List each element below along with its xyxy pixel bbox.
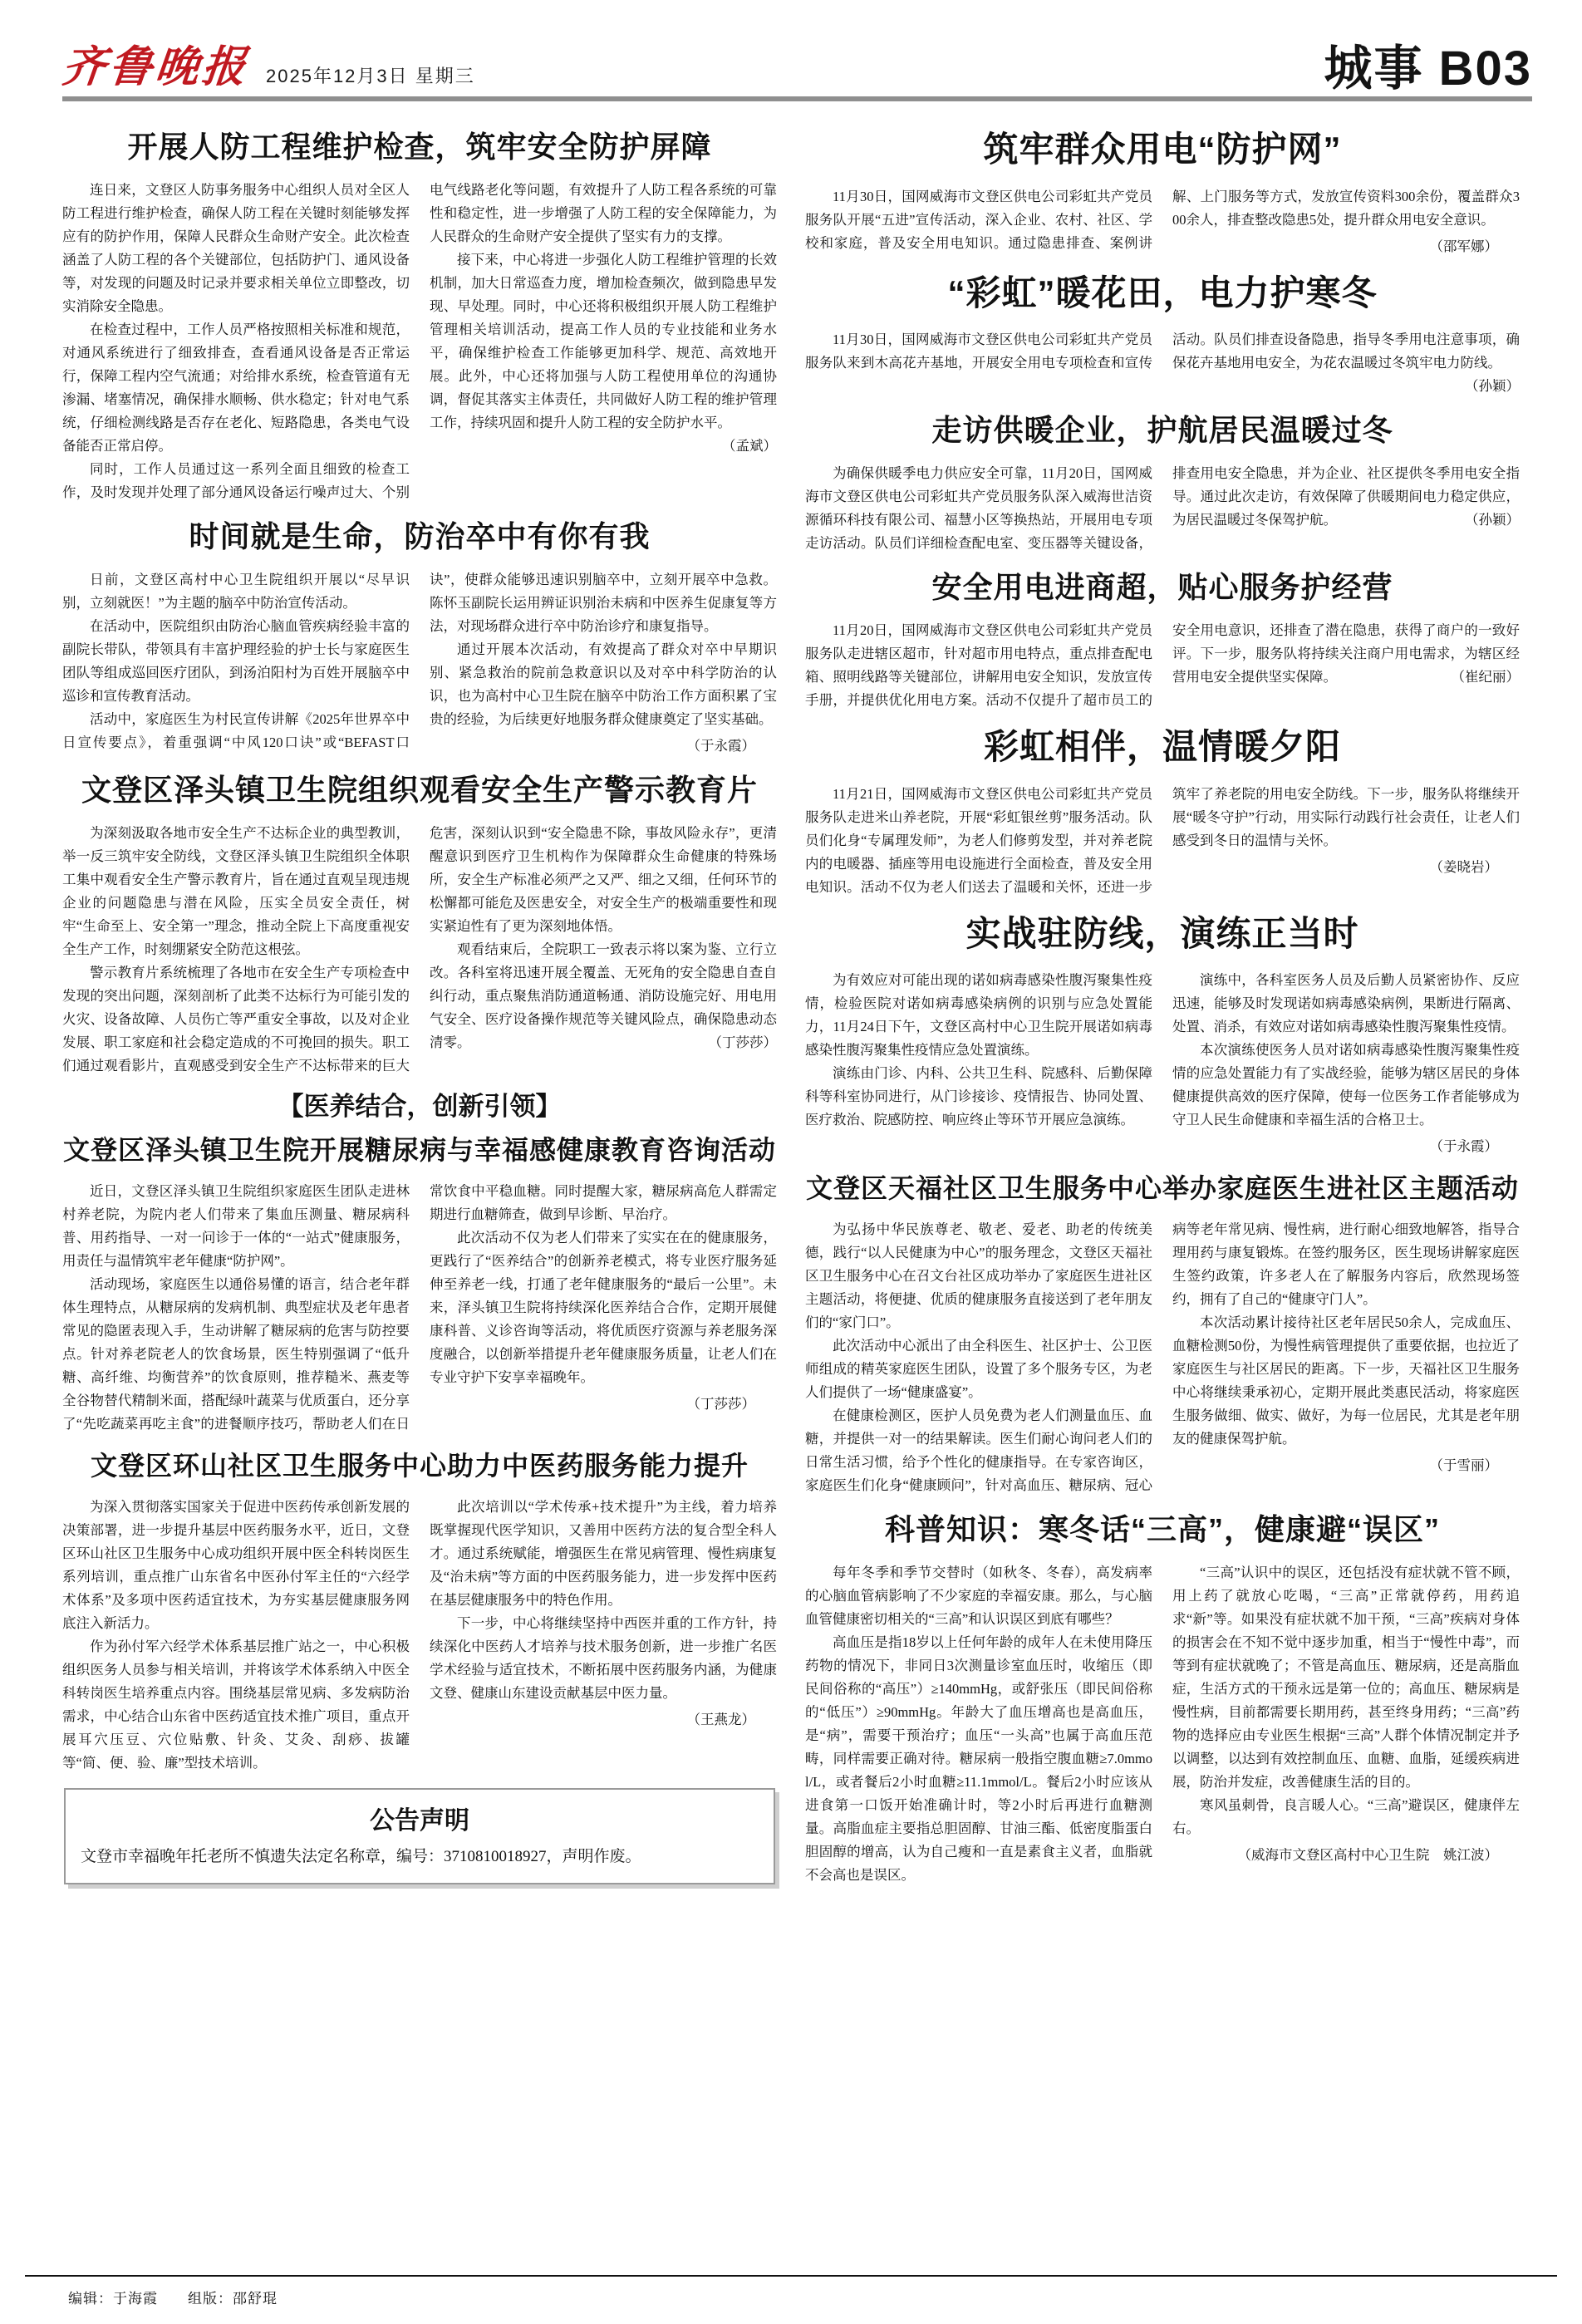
- article-title: 实战驻防线，演练正当时: [965, 913, 1359, 953]
- article-paragraph: 日前，文登区高村中心卫生院组织开展以“尽早识别，立刻就医！”为主题的脑卒中防治宣传活动。: [62, 572, 410, 611]
- article-paragraph: 接下来，中心将进一步强化人防工程维护管理的长效机制，加大日常巡查力度，增加检查频次，做到隐患早发现、早处理。同时，中心还将积极组织开展人防工程维护管理相关培训活动，提高工作人员的专业技能和业务水平，确保维护检查工作能够更加科学、规范、高效地开展。此外，中心还将加强与人防工程使用单位的沟通协调，督促其落实主体责任，共同做好人防工程的维护管理工作，持续巩固和提升人防工程的安全防护水平。 （孟斌）: [430, 248, 777, 435]
- article-paragraph: 每年冬季和季节交替时（如秋冬、冬春），高发病率的心脑血管病影响了不少家庭的幸福安康。那么，与心脑血管健康密切相关的“三高”和认识误区到底有哪些？: [805, 1565, 1152, 1627]
- right-article-8: [805, 1511, 1520, 1887]
- notice-title: 公告声明: [370, 1807, 469, 1835]
- article-paragraph: 警示教育片系统梳理了各地市在安全生产专项检查中发现的突出问题，深刻剖析了此类不达标行为可能引发的火灾、设备故障、人员伤亡等严重安全事故，以及对企业发展、职工家庭和社会稳定造成的不可挽回的损失。职工们通过观看影片，直观感受到安全生产不达标带来的巨大危害，深刻认识到“安全隐患不除，事故风险永存”，更清醒意识到医疗卫生机构作为保障群众生命健康的特殊场所，安全生产标准必须严之又严、细之又细，任何环节的松懈都可能危及医患安全，对安全生产的极端重要性和现实紧迫性有了更为深刻地体悟。: [62, 825, 777, 1074]
- right-article-2: [805, 272, 1520, 399]
- article-body: [62, 1496, 777, 1775]
- page-content: [62, 116, 1520, 1900]
- notice-box: [64, 1788, 775, 1884]
- article-byline: （于雪丽）: [1429, 1457, 1498, 1473]
- article-title: 文登区泽头镇卫生院组织观看安全生产警示教育片: [81, 773, 758, 807]
- article-byline: （孟斌）: [722, 438, 777, 454]
- article-body: [62, 1180, 777, 1436]
- article-paragraph: 此次活动中心派出了由全科医生、社区护士、公卫医师组成的精英家庭医生团队，设置了多个服务专区，为老人们提供了一场“健康盛宴”。: [805, 1338, 1152, 1400]
- article-byline: （邵军娜）: [1429, 238, 1498, 254]
- article-body: [62, 822, 777, 1078]
- article-byline: （孙颖）: [1465, 512, 1520, 528]
- article-title: 筑牢群众用电“防护网”: [983, 130, 1342, 169]
- article-paragraph: “三高”认识中的误区，还包括没有症状就不管不顾，用上药了就放心吃喝，“三高”正常就停药，用药追求“新”等。如果没有症状就不加干预，“三高”疾病对身体的损害会在不知不觉中逐步加重，相当于“慢性中毒”，而等到有症状就晚了；不管是高血压、糖尿病，还是高脂血症，生活方式的干预永远是第一位的；高血压、糖尿病是慢性病，目前都需要长期用药，甚至终身用药；“三高”药物的选择应由专业医生根据“三高”人群个体情况制定并予以调整，以达到有效控制血压、血糖、血脂，延缓疾病进展，防治并发症，改善健康生活的目的。: [1172, 1565, 1520, 1790]
- article-paragraph: 寒风虽刺骨，良言暖人心。“三高”避误区，健康伴左右。: [1172, 1797, 1520, 1836]
- section-title: [1324, 42, 1532, 96]
- article-paragraph: 本次活动累计接待社区老年居民50余人，完成血压、血糖检测50份，为慢性病管理提供了重要依据，也拉近了家庭医生与社区居民的距离。下一步，天福社区卫生服务中心将继续秉承初心，定期开展此类惠民活动，将家庭医生服务做细、做实、做好，为每一位居民，尤其是老年朋友的健康保驾护航。: [1172, 1314, 1520, 1447]
- article-paragraph: 本次演练使医务人员对诺如病毒感染性腹泻聚集性疫情的应急处置能力有了实战经验，能够为辖区居民的身体健康提供高效的医疗保障，使每一位医务工作者能够成为守卫人民生命健康和幸福生活的合格卫士。: [1172, 1042, 1520, 1128]
- article-paragraph: 高血压是指18岁以上任何年龄的成年人在未使用降压药物的情况下，非同日3次测量诊室血压时，收缩压（即民间俗称的“高压”）≥140mmHg，或舒张压（即民间俗称的“低压”）≥90mmHg。年龄大了血压增高也是高血压，是“病”，需要干预治疗；血压“一头高”也属于高血压范畴，同样需要正确对待。糖尿病一般指空腹血糖≥7.0mmol/L，或者餐后2小时血糖≥11.1mmol/L。餐后2小时应该从进食第一口饭开始准确计时，等2小时后再进行血糖测量。高脂血症主要指总胆固醇、甘油三酯、低密度脂蛋白胆固醇的增高，认为自己瘦和一直是素食主义者，血脂就不会高也是误区。: [805, 1634, 1152, 1883]
- article-body: [805, 1561, 1520, 1887]
- article-paragraph: 在健康检测区，医护人员免费为老人们测量血压、血糖，并提供一对一的结果解读。医生们耐心询问老人们的日常生活习惯，给予个性化的健康指导。在专家咨询区，家庭医生们化身“健康顾问”，针对高血压、糖尿病、冠心病等老年常见病、慢性病，进行耐心细致地解答，指导合理用药与康复锻炼。在签约服务区，医生现场讲解家庭医生签约政策，许多老人在了解服务内容后，欣然现场签约，拥有了自己的“健康守门人”。: [805, 1221, 1520, 1493]
- right-column: [805, 116, 1520, 1900]
- notice-body: 文登市幸福晚年托老所不慎遗失法定名称章，编号：3710810018927，声明作废。: [81, 1848, 641, 1866]
- article-body: [805, 462, 1520, 555]
- left-article-5: [62, 1449, 777, 1775]
- article-body: [805, 185, 1520, 258]
- article-title: 文登区环山社区卫生服务中心助力中医药服务能力提升: [90, 1451, 749, 1481]
- article-paragraph: 连日来，文登区人防事务服务中心组织人员对全区人防工程进行维护检查，确保人防工程在关键时刻能够发挥应有的防护作用，保障人民群众生命财产安全。此次检查涵盖了人防工程的各个关键部位，包括防护门、通风设备等，对发现的问题及时记录并要求相关单位立即整改，切实消除安全隐患。: [62, 182, 410, 314]
- article-body: [805, 969, 1520, 1158]
- article-title: 走访供暖企业，护航居民温暖过冬: [931, 413, 1393, 447]
- article-body: [62, 179, 777, 504]
- article-title: 文登区天福社区卫生服务中心举办家庭医生进社区主题活动: [805, 1173, 1519, 1203]
- article-paragraph: 11月20日，国网威海市文登区供电公司彩虹共产党员服务队走进辖区超市，针对超市用电特点，重点排查配电箱、照明线路等关键部位，讲解用电安全知识，发放宣传手册，并提供优化用电方案。活动不仅提升了超市员工的安全用电意识，还排查了潜在隐患，获得了商户的一致好评。下一步，服务队将持续关注商户用电需求，为辖区经营用电安全提供坚实保障。 （崔纪丽）: [805, 622, 1520, 708]
- footer-rule: [25, 2275, 1557, 2277]
- article-paragraph: 为有效应对可能出现的诺如病毒感染性腹泻聚集性疫情，检验医院对诺如病毒感染病例的识别与应急处置能力，11月24日下午，文登区高村中心卫生院开展诺如病毒感染性腹泻聚集性疫情应急处置演练。: [805, 972, 1152, 1058]
- right-article-7: [805, 1172, 1520, 1497]
- editor-credit: 编辑：于海霞 组版：邵舒琨: [68, 2291, 278, 2307]
- article-paragraph: 此次培训以“学术传承+技术提升”为主线，着力培养既掌握现代医学知识，又善用中医药方法的复合型全科人才。通过系统赋能，增强医生在常见病管理、慢性病康复及“治未病”等方面的中医药服务能力，进一步发挥中医药在基层健康服务中的特色作用。: [430, 1499, 777, 1609]
- header-rule: [62, 96, 1532, 101]
- right-article-4: [805, 568, 1520, 712]
- article-paragraph: 为深入贯彻落实国家关于促进中医药传承创新发展的决策部署，进一步提升基层中医药服务水平，近日，文登区环山社区卫生服务中心成功组织开展中医全科转岗医生系列培训，重点推广山东省名中医孙付军主任的“六经学术体系”及多项中医药适宜技术，为夯实基层健康服务网底注入新活力。: [62, 1499, 410, 1632]
- left-column: [62, 116, 777, 1900]
- article-title: 科普知识：寒冬话“三高”，健康避“误区”: [884, 1512, 1440, 1546]
- left-article-2: [62, 518, 777, 758]
- article-title: “彩虹”暖花田，电力护寒冬: [947, 273, 1378, 312]
- article-byline: （王燕龙）: [686, 1712, 755, 1728]
- article-kicker: 【医养结合，创新引领】: [278, 1092, 562, 1121]
- masthead-logo: 齐鲁晚报: [60, 44, 252, 91]
- article-paragraph: 11月21日，国网威海市文登区供电公司彩虹共产党员服务队走进米山养老院，开展“彩虹银丝剪”服务活动。队员们化身“专属理发师”，为老人们修剪发型，并对养老院内的电暖器、插座等用电设施进行全面检查，普及安全用电知识。活动不仅为老人们送去了温暖和关怀，还进一步筑牢了养老院的用电安全防线。下一步，服务队将继续开展“暖冬守护”行动，用实际行动践行社会责任，让老人们感受到冬日的温情与关怀。: [805, 785, 1520, 895]
- article-title: 开展人防工程维护检查，筑牢安全防护屏障: [127, 130, 712, 164]
- article-byline: （于永霞）: [1429, 1138, 1498, 1154]
- page-header: [62, 18, 1532, 95]
- article-paragraph: 11月30日，国网威海市文登区供电公司彩虹共产党员服务队开展“五进”宣传活动，深入企业、农村、社区、学校和家庭，普及安全用电知识。通过隐患排查、案例讲解、上门服务等方式，发放宣传资料300余份，覆盖群众300余人，排查整改隐患5处，提升群众用电安全意识。: [805, 188, 1520, 251]
- article-paragraph: 在活动中，医院组织由防治心脑血管疾病经验丰富的副院长带队，带领具有丰富护理经验的护士长与家庭医生团队等组成巡回医疗团队，到汤泊阳村为百姓开展脑卒中巡诊和宣传教育活动。: [62, 618, 410, 704]
- article-paragraph: 为弘扬中华民族尊老、敬老、爱老、助老的传统美德，践行“以人民健康为中心”的服务理念，文登区天福社区卫生服务中心在召文台社区成功举办了家庭医生进社区主题活动，将便捷、优质的健康服务直接送到了老年朋友们的“家门口”。: [805, 1221, 1152, 1330]
- article-body: [805, 1218, 1520, 1497]
- article-paragraph: 活动现场，家庭医生以通俗易懂的语言，结合老年群体生理特点，从糖尿病的发病机制、典型症状及老年患者常见的隐匿表现入手，生动讲解了糖尿病的危害与防控要点。针对养老院老人的饮食场景，医生特别强调了“低升糖、高纤维、均衡营养”的饮食原则，推荐糙米、燕麦等全谷物替代精制米面，搭配绿叶蔬菜与优质蛋白，还分享了“先吃蔬菜再吃主食”的进餐顺序技巧，帮助老人们在日常饮食中平稳血糖。同时提醒大家，糖尿病高危人群需定期进行血糖筛查，做到早诊断、早治疗。: [62, 1183, 777, 1432]
- left-article-1: [62, 128, 777, 504]
- article-byline: （姜晓岩）: [1429, 858, 1498, 875]
- article-paragraph: 在检查过程中，工作人员严格按照相关标准和规范，对通风系统进行了细致排查，查看通风设备是否正常运行，保障工程内空气流通；对给排水系统，检查管道有无渗漏、堵塞情况，确保排水顺畅、供水稳定；针对电气系统，仔细检测线路是否存在老化、短路隐患，各类电气设备能否正常启停。: [62, 322, 410, 454]
- article-paragraph: 观看结束后，全院职工一致表示将以案为鉴、立行立改。各科室将迅速开展全覆盖、无死角的安全隐患自查自纠行动，重点聚焦消防通道畅通、消防设施完好、用电用气安全、医疗设备操作规范等关键风险点，确保隐患动态清零。 （丁莎莎）: [430, 938, 777, 1054]
- article-paragraph: 作为孙付军六经学术体系基层推广站之一，中心积极组织医务人员参与相关培训，并将该学术体系纳入中医全科转岗医生培养重点内容。围绕基层常见病、多发病防治需求，中心结合山东省中医药适宜技术推广项目，重点开展耳穴压豆、穴位贴敷、针灸、艾灸、刮痧、拔罐等“简、便、验、廉”型技术培训。: [62, 1639, 410, 1771]
- section-name: 城事: [1324, 42, 1424, 96]
- article-title: 彩虹相伴，温情暖夕阳: [983, 727, 1341, 766]
- article-body: [805, 328, 1520, 398]
- article-paragraph: 演练由门诊、内科、公共卫生科、院感科、后勤保障科等科室协同进行，从门诊接诊、疫情报告、协同处置、医疗救治、院感防控、响应终止等环节开展应急演练。: [805, 1065, 1152, 1128]
- article-body: [62, 568, 777, 758]
- page-number: B03: [1438, 42, 1532, 96]
- article-paragraph: 同时，工作人员通过这一系列全面且细致的检查工作，及时发现并处理了部分通风设备运行噪声过大、个别电气线路老化等问题，有效提升了人防工程各系统的可靠性和稳定性，进一步增强了人防工程的安全保障能力，为人民群众的生命财产安全提供了坚实有力的支撑。: [62, 182, 777, 500]
- left-article-4: [62, 1091, 777, 1436]
- left-article-3: [62, 771, 777, 1078]
- article-paragraph: 活动中，家庭医生为村民宣传讲解《2025年世界卒中日宣传要点》，着重强调“中风120口诀”或“BEFAST口诀”，使群众能够迅速识别脑卒中，立刻开展卒中急救。陈怀玉副院长运用辨证识别治未病和中医养生促康复等方法，对现场群众进行卒中防治诊疗和康复指导。: [62, 572, 777, 750]
- right-article-5: [805, 725, 1520, 899]
- article-byline: （崔纪丽）: [1451, 669, 1520, 685]
- right-article-3: [805, 411, 1520, 555]
- issue-date: 2025年12月3日 星期三: [266, 66, 475, 86]
- article-paragraph: 演练中，各科室医务人员及后勤人员紧密协作、反应迅速，能够及时发现诺如病毒感染病例，果断进行隔离、处置、消杀，有效应对诺如病毒感染性腹泻聚集性疫情。: [1172, 972, 1520, 1034]
- article-byline: （威海市文登区高村中心卫生院 姚江波）: [1237, 1847, 1498, 1863]
- article-paragraph: 下一步，中心将继续坚持中西医并重的工作方针，持续深化中医药人才培养与技术服务创新，进一步推广名医学术经验与适宜技术，不断拓展中医药服务内涵，为健康文登、健康山东建设贡献基层中医力量。: [430, 1615, 777, 1702]
- article-paragraph: 为确保供暖季电力供应安全可靠，11月20日，国网威海市文登区供电公司彩虹共产党员服务队深入威海世洁资源循环科技有限公司、福慧小区等换热站，开展用电专项走访活动。队员们详细检查配电室、变压器等关键设备，排查用电安全隐患，并为企业、社区提供冬季用电安全指导。通过此次走访，有效保障了供暖期间电力稳定供应，为居民温暖过冬保驾护航。 （孙颖）: [805, 465, 1520, 551]
- right-article-1: [805, 128, 1520, 258]
- article-paragraph: 通过开展本次活动，有效提高了群众对卒中早期识别、紧急救治的院前急救意识以及对卒中科学防治的认识，也为高村中心卫生院在脑卒中防治工作方面积累了宝贵的经验，为后续更好地服务群众健康奠定了坚实基础。: [430, 641, 777, 727]
- article-paragraph: 为深刻汲取各地市安全生产不达标企业的典型教训，举一反三筑牢安全防线，文登区泽头镇卫生院组织全体职工集中观看安全生产警示教育片，旨在通过直观呈现违规企业的问题隐患与潜在风险，压实全员安全责任，树牢“生命至上、安全第一”理念，推动全院上下高度重视安全生产工作，时刻绷紧安全防范这根弦。: [62, 825, 410, 957]
- article-body: [805, 619, 1520, 712]
- article-paragraph: 11月30日，国网威海市文登区供电公司彩虹共产党员服务队来到木高花卉基地，开展安全用电专项检查和宣传活动。队员们排查设备隐患，指导冬季用电注意事项，确保花卉基地用电安全，为花农温暖过冬筑牢电力防线。 （孙颖）: [805, 328, 1520, 398]
- article-byline: （于永霞）: [686, 738, 755, 754]
- article-paragraph: 近日，文登区泽头镇卫生院组织家庭医生团队走进林村养老院，为院内老人们带来了集血压测量、糖尿病科普、用药指导、一对一问诊于一体的“一站式”健康服务，用责任与温情筑牢老年健康“防护网”。: [62, 1183, 410, 1270]
- article-byline: （丁莎莎）: [686, 1396, 755, 1413]
- right-article-6: [805, 912, 1520, 1159]
- article-body: [805, 783, 1520, 899]
- article-title: 安全用电进商超，贴心服务护经营: [931, 570, 1393, 604]
- article-title: 文登区泽头镇卫生院开展糖尿病与幸福感健康教育咨询活动: [62, 1135, 776, 1166]
- article-title: 时间就是生命，防治卒中有你有我: [189, 519, 651, 553]
- article-byline: （孙颖）: [1465, 378, 1520, 394]
- article-byline: （丁莎莎）: [708, 1034, 777, 1050]
- article-paragraph: 此次活动不仅为老人们带来了实实在在的健康服务，更践行了“医养结合”的创新养老模式，将专业医疗服务延伸至养老一线，打通了老年健康服务的“最后一公里”。未来，泽头镇卫生院将持续深化医养结合合作，定期开展健康科普、义诊咨询等活动，将优质医疗资源与养老服务深度融合，以创新举措提升老年健康服务质量，让老人们在专业守护下安享幸福晚年。: [430, 1230, 777, 1386]
